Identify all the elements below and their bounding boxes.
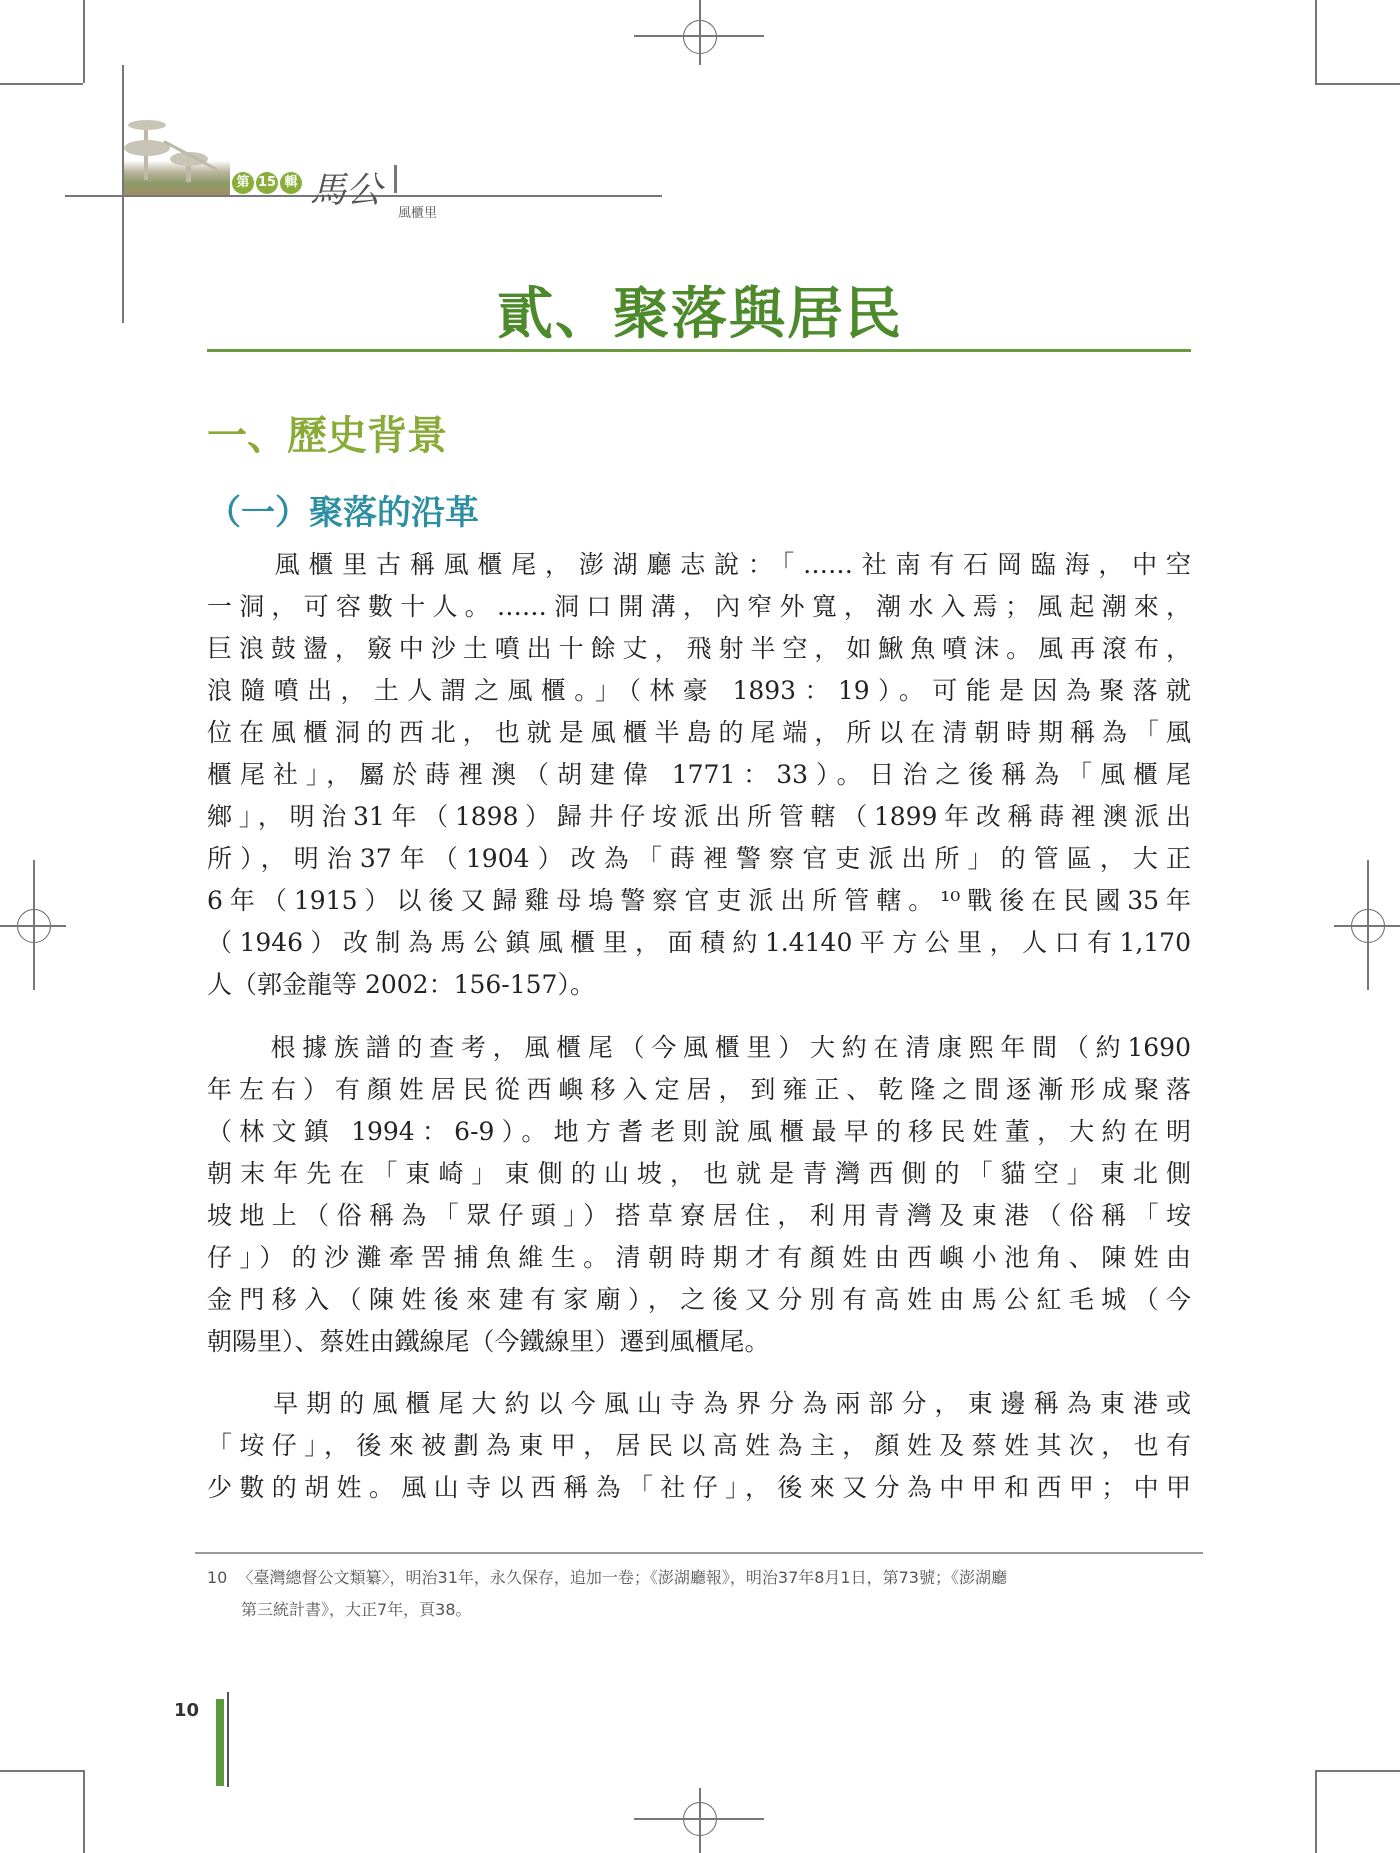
header-photo xyxy=(124,118,230,195)
chapter-title: 貳、聚落與居民 xyxy=(497,281,903,347)
series-badge-1: 第 xyxy=(232,172,254,194)
series-badge-3: 輯 xyxy=(280,172,302,194)
header-subtitle: 風櫃里 xyxy=(398,206,438,221)
page-accent-line xyxy=(227,1692,229,1787)
footnote-number: 10 xyxy=(207,1568,228,1587)
text-line: 所），明治37年（1904）改為「蒔裡警察官吏派出所」的管區，大正 xyxy=(207,844,1191,873)
text-line: 6年（1915）以後又歸雞母塢警察官吏派出所管轄。¹⁰戰後在民國35年 xyxy=(207,886,1191,915)
text-line: （林文鎮 1994：6-9）。地方耆老則說風櫃最早的移民姓董，大約在明 xyxy=(207,1117,1191,1146)
text-line: 巨浪鼓盪，竅中沙土噴出十餘丈，飛射半空，如鰍魚噴沫。風再滾布， xyxy=(207,634,1191,663)
page-number: 10 xyxy=(174,1700,200,1721)
text-line: 一洞，可容數十人。……洞口開溝，內窄外寬，潮水入焉；風起潮來， xyxy=(207,592,1191,621)
text-line: （1946）改制為馬公鎮風櫃里，面積約1.4140平方公里，人口有1,170 xyxy=(207,928,1191,957)
footnote-divider xyxy=(195,1552,1203,1554)
series-badge-2: 15 xyxy=(256,172,278,194)
text-line: 位在風櫃洞的西北，也就是風櫃半島的尾端，所以在清朝時期稱為「風 xyxy=(207,718,1191,747)
section-title: 一、歷史背景 xyxy=(207,412,447,459)
text-line: 鄉」，明治31年（1898）歸井仔垵派出所管轄（1899年改稱蒔裡澳派出 xyxy=(207,802,1191,831)
series-title: 馬公 xyxy=(310,170,383,211)
footnote-line: 第三統計書》，大正7年，頁38。 xyxy=(241,1600,472,1619)
page-accent-bar xyxy=(216,1699,224,1786)
text-line: 風櫃里古稱風櫃尾，澎湖廳志說：「……社南有石岡臨海，中空 xyxy=(207,550,1191,579)
text-line: 浪隨噴出，土人謂之風櫃。」（林豪 1893：19）。可能是因為聚落就 xyxy=(207,676,1191,705)
text-line: 人（郭金龍等 2002：156-157）。 xyxy=(207,970,595,999)
text-line: 朝陽里）、蔡姓由鐵線尾（今鐵線里）遷到風櫃尾。 xyxy=(207,1327,770,1356)
text-line: 金門移入（陳姓後來建有家廟），之後又分別有高姓由馬公紅毛城（今 xyxy=(207,1285,1191,1314)
title-divider xyxy=(207,349,1191,352)
subsection-title: （一）聚落的沿革 xyxy=(207,493,479,533)
text-line: 仔」）的沙灘牽罟捕魚維生。清朝時期才有顏姓由西嶼小池角、陳姓由 xyxy=(207,1243,1191,1272)
text-line: 朝末年先在「東崎」東側的山坡，也就是青灣西側的「貓空」東北側 xyxy=(207,1159,1191,1188)
text-line: 少數的胡姓。風山寺以西稱為「社仔」，後來又分為中甲和西甲；中甲 xyxy=(207,1473,1191,1502)
paragraph-2 xyxy=(207,1027,1191,1363)
text-line: 早期的風櫃尾大約以今風山寺為界分為兩部分，東邊稱為東港或 xyxy=(207,1389,1191,1418)
paragraph-3 xyxy=(207,1383,1191,1509)
paragraph-1 xyxy=(207,544,1191,1006)
text-line: 根據族譜的查考，風櫃尾（今風櫃里）大約在清康熙年間（約1690 xyxy=(207,1033,1191,1062)
footnote xyxy=(207,1562,1197,1626)
footnote-line: 〈臺灣總督公文類纂〉，明治31年，永久保存，追加一卷；《澎湖廳報》，明治37年8月1日，第73號；《澎湖廳 xyxy=(237,1568,1007,1587)
text-line: 櫃尾社」，屬於蒔裡澳（胡建偉 1771：33）。日治之後稱為「風櫃尾 xyxy=(207,760,1191,789)
text-line: 年左右）有顏姓居民從西嶼移入定居，到雍正、乾隆之間逐漸形成聚落 xyxy=(207,1075,1191,1104)
text-line: 坡地上（俗稱為「眾仔頭」）搭草寮居住，利用青灣及東港（俗稱「垵 xyxy=(207,1201,1191,1230)
text-line: 「垵仔」，後來被劃為東甲，居民以高姓為主，顏姓及蔡姓其次，也有 xyxy=(207,1431,1191,1460)
